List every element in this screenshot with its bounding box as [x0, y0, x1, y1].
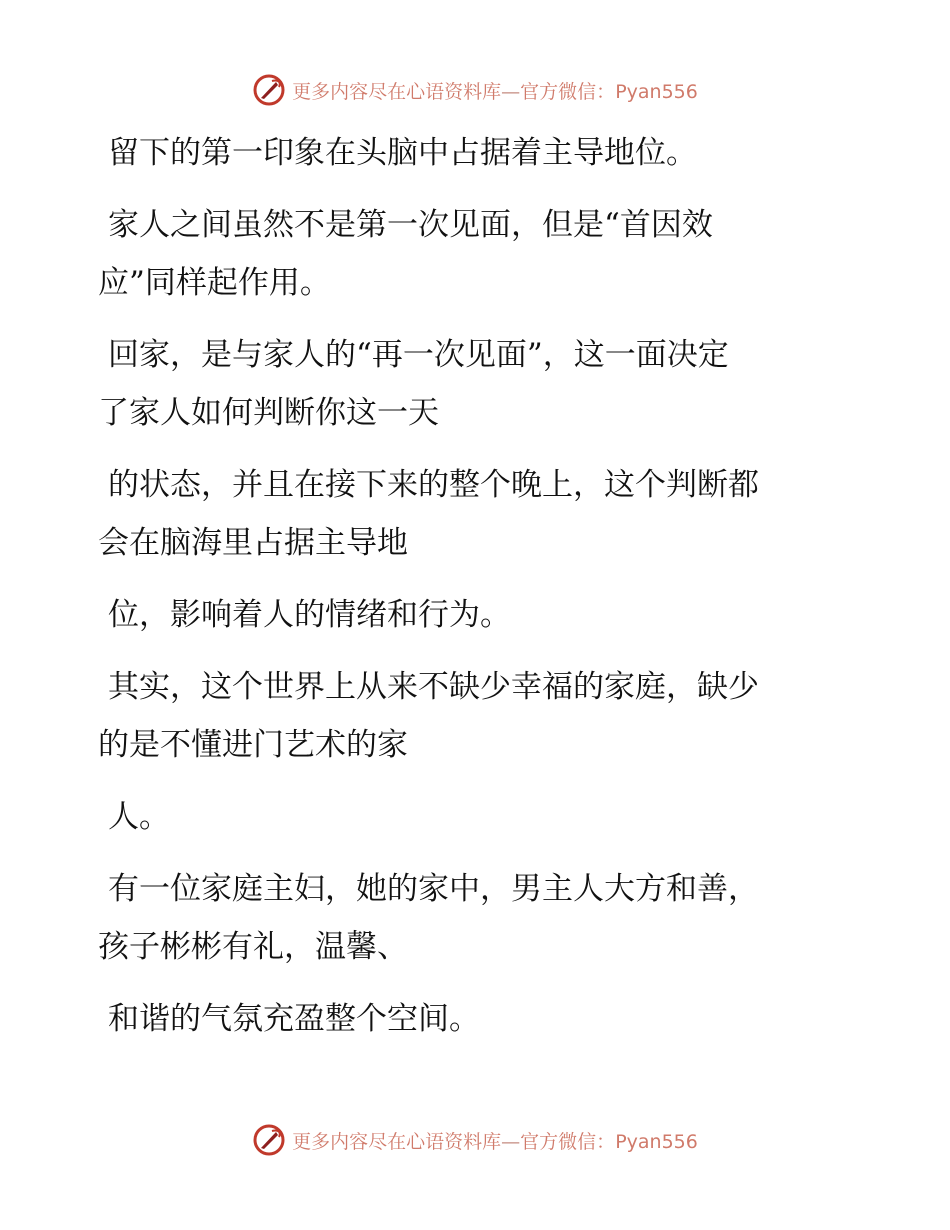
document-body [98, 124, 838, 1062]
paragraph [98, 586, 838, 644]
paragraph-line: 家人之间虽然不是第一次见面，但是“首因效 [108, 207, 713, 243]
paragraph-line: 回家，是与家人的“再一次见面”，这一面决定 [108, 337, 729, 373]
footer-watermark [0, 1120, 950, 1160]
paragraph-line: 孩子彬彬有礼，温馨、 [98, 929, 408, 965]
paragraph-line: 的是不懂进门艺术的家 [98, 727, 408, 763]
paragraph-line: 应”同样起作用。 [98, 265, 331, 301]
watermark-channel: 官方微信： [520, 1130, 616, 1153]
paragraph [98, 990, 838, 1048]
feather-pen-logo-icon [252, 1123, 286, 1157]
header-watermark [0, 70, 950, 110]
paragraph-line: 人。 [108, 799, 170, 835]
watermark-main: 更多内容尽在心语资料库 [292, 80, 502, 103]
feather-pen-logo-icon [252, 73, 286, 107]
watermark-main: 更多内容尽在心语资料库 [292, 1130, 502, 1153]
paragraph-line: 了家人如何判断你这一天 [98, 395, 439, 431]
watermark-account: Pyan556 [615, 1130, 698, 1153]
paragraph [98, 658, 838, 774]
paragraph [98, 788, 838, 846]
paragraph-line: 的状态，并且在接下来的整个晚上，这个判断都 [108, 467, 759, 503]
paragraph [98, 124, 838, 182]
paragraph [98, 196, 838, 312]
paragraph-line: 其实，这个世界上从来不缺少幸福的家庭，缺少 [108, 669, 759, 705]
watermark-text [292, 77, 698, 104]
watermark-account: Pyan556 [615, 80, 698, 103]
watermark-dash: — [501, 1130, 521, 1153]
watermark-channel: 官方微信： [520, 80, 616, 103]
paragraph-line: 有一位家庭主妇，她的家中，男主人大方和善， [108, 871, 759, 907]
paragraph [98, 456, 838, 572]
watermark-text [292, 1127, 698, 1154]
paragraph-line: 留下的第一印象在头脑中占据着主导地位。 [108, 135, 697, 171]
watermark-dash: — [501, 80, 521, 103]
paragraph [98, 326, 838, 442]
paragraph-line: 会在脑海里占据主导地 [98, 525, 408, 561]
paragraph-line: 位，影响着人的情绪和行为。 [108, 597, 511, 633]
paragraph [98, 860, 838, 976]
paragraph-line: 和谐的气氛充盈整个空间。 [108, 1001, 480, 1037]
